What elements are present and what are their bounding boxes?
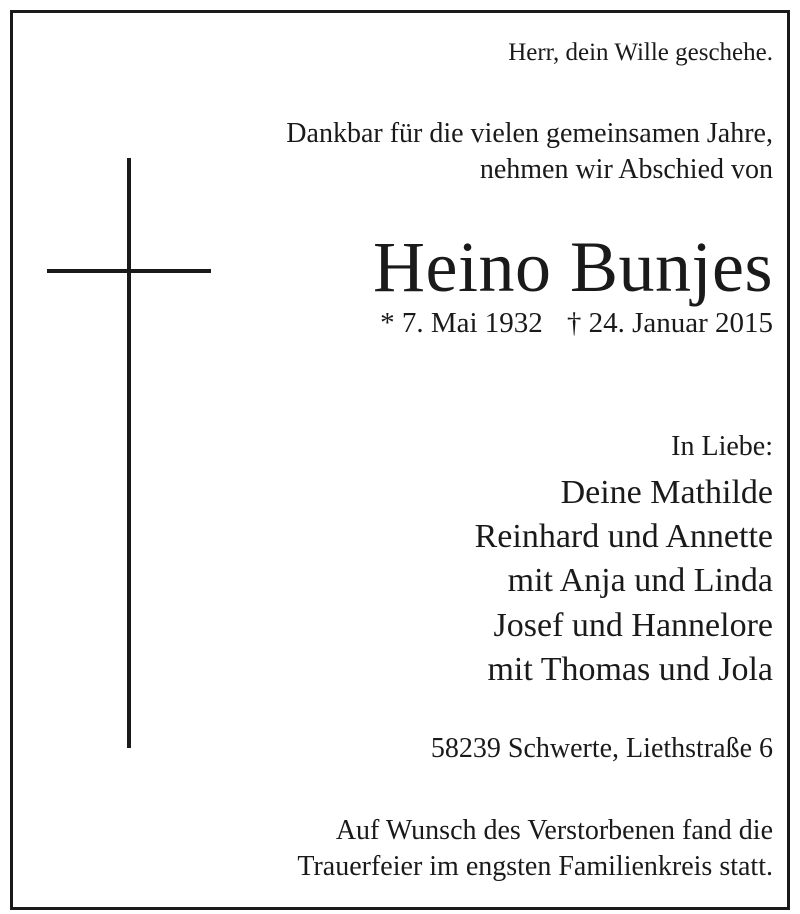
closing-line-2: Trauerfeier im engsten Familienkreis statt.: [297, 851, 773, 882]
deceased-name: Heino Bunjes: [373, 227, 773, 307]
obituary-notice: [10, 10, 790, 910]
cross-vertical-bar: [127, 158, 131, 748]
mourner-line: Deine Mathilde: [560, 474, 773, 511]
mourner-line: mit Thomas und Jola: [487, 651, 773, 688]
intro-line-2: nehmen wir Abschied von: [479, 154, 773, 185]
mourner-line: mit Anja und Linda: [507, 562, 773, 599]
life-dates: [380, 307, 773, 340]
birth-date: * 7. Mai 1932: [380, 307, 543, 339]
closing-line-1: Auf Wunsch des Verstorbenen fand die: [335, 815, 773, 846]
intro-line-1: Dankbar für die vielen gemeinsamen Jahre,: [286, 118, 773, 149]
motto: Herr, dein Wille geschehe.: [508, 39, 773, 66]
cross-horizontal-bar: [47, 269, 211, 273]
mourner-line: Reinhard und Annette: [474, 518, 773, 555]
in-love-label: In Liebe:: [671, 431, 773, 462]
mourner-line: Josef und Hannelore: [493, 607, 773, 644]
address: 58239 Schwerte, Liethstraße 6: [430, 733, 773, 764]
death-date: † 24. Januar 2015: [566, 307, 773, 339]
